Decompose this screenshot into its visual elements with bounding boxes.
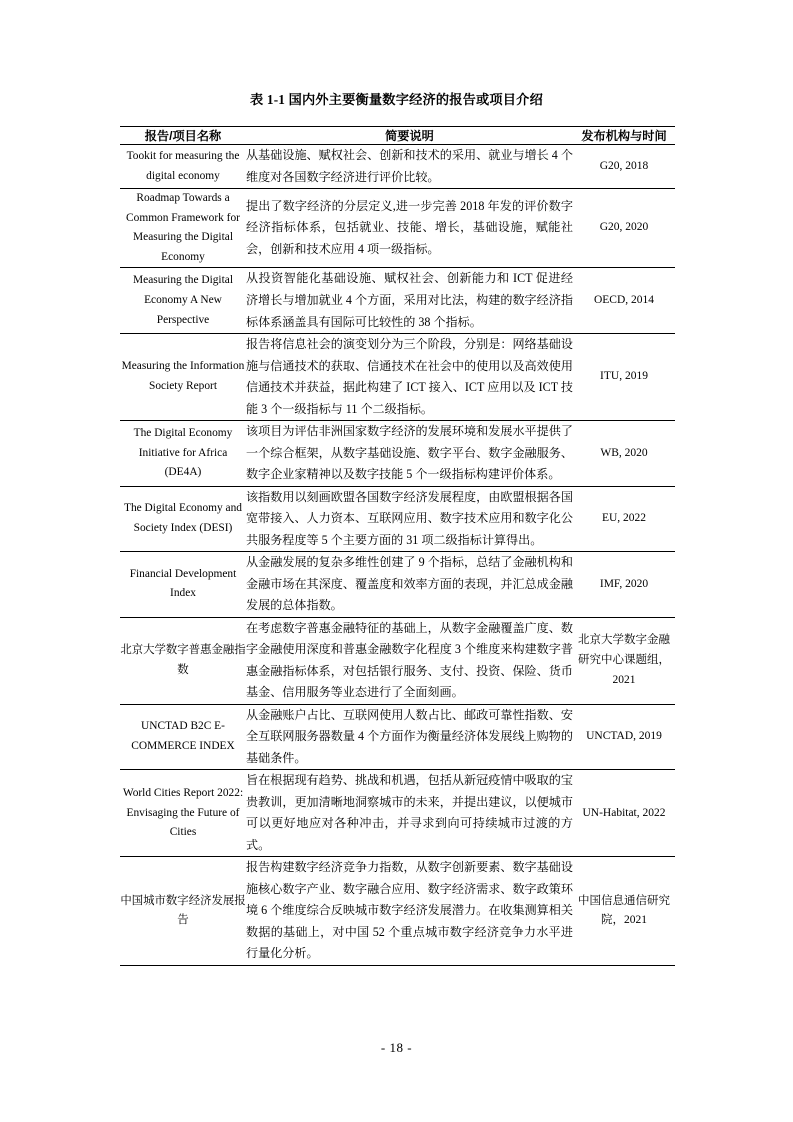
table-row — [120, 617, 675, 704]
cell-report-publisher: G20, 2020 — [573, 189, 675, 268]
table-row — [120, 552, 675, 618]
cell-report-publisher: WB, 2020 — [573, 421, 675, 487]
cell-report-publisher: OECD, 2014 — [573, 268, 675, 334]
table-row — [120, 486, 675, 552]
table-header — [120, 127, 675, 145]
table-row — [120, 770, 675, 857]
cell-report-publisher: EU, 2022 — [573, 486, 675, 552]
cell-report-description: 该指数用以刻画欧盟各国数字经济发展程度，由欧盟根据各国宽带接入、人力资本、互联网应用、数字技术应用和数字化公共服务程度等 5 个主要方面的 31 项二级指标计算得出。 — [246, 486, 573, 552]
table-row — [120, 189, 675, 268]
cell-report-description: 报告将信息社会的演变划分为三个阶段，分别是：网络基础设施与信通技术的获取、信通技术在社会中的使用以及高效使用信通技术并获益，据此构建了 ICT 接入、ICT 应用以及 ICT 技能 3 个一级指标与 11 个二级指标。 — [246, 334, 573, 421]
cell-report-description: 旨在根据现有趋势、挑战和机遇，包括从新冠疫情中吸取的宝贵教训，更加清晰地洞察城市的未来，并提出建议，以便城市可以更好地应对各种冲击，并寻求到向可持续城市过渡的方式。 — [246, 770, 573, 857]
cell-report-name: Tookit for measuring the digital economy — [120, 145, 246, 189]
cell-report-publisher: 北京大学数字金融研究中心课题组，2021 — [573, 617, 675, 704]
cell-report-name: Measuring the Digital Economy A New Perspective — [120, 268, 246, 334]
cell-report-name: Roadmap Towards a Common Framework for Measuring the Digital Economy — [120, 189, 246, 268]
cell-report-description: 在考虑数字普惠金融特征的基础上，从数字金融覆盖广度、数字金融使用深度和普惠金融数字化程度 3 个维度来构建数字普惠金融指标体系，对包括银行服务、支付、投资、保险、货币基金、信用服务等业态进行了全面刻画。 — [246, 617, 573, 704]
cell-report-publisher: UN-Habitat, 2022 — [573, 770, 675, 857]
cell-report-name: Financial Development Index — [120, 552, 246, 618]
report-table — [120, 126, 675, 966]
page-number: - 18 - — [380, 1040, 413, 1055]
cell-report-publisher: IMF, 2020 — [573, 552, 675, 618]
cell-report-name: World Cities Report 2022: Envisaging the Future of Cities — [120, 770, 246, 857]
table-header-row — [120, 127, 675, 145]
table-row — [120, 334, 675, 421]
table-body — [120, 145, 675, 966]
column-header-publisher: 发布机构与时间 — [573, 127, 675, 145]
cell-report-description: 该项目为评估非洲国家数字经济的发展环境和发展水平提供了一个综合框架，从数字基础设施、数字平台、数字金融服务、数字企业家精神以及数字技能 5 个一级指标构建评价体系。 — [246, 421, 573, 487]
cell-report-publisher: G20, 2018 — [573, 145, 675, 189]
cell-report-name: The Digital Economy and Society Index (DESI) — [120, 486, 246, 552]
column-header-description: 简要说明 — [246, 127, 573, 145]
cell-report-description: 从金融发展的复杂多维性创建了 9 个指标，总结了金融机构和金融市场在其深度、覆盖度和效率方面的表现，并汇总成金融发展的总体指数。 — [246, 552, 573, 618]
column-header-name: 报告/项目名称 — [120, 127, 246, 145]
cell-report-publisher: UNCTAD, 2019 — [573, 704, 675, 770]
report-table-container — [120, 126, 675, 966]
cell-report-name: Measuring the Information Society Report — [120, 334, 246, 421]
cell-report-name: 北京大学数字普惠金融指数 — [120, 617, 246, 704]
cell-report-description: 报告构建数字经济竞争力指数，从数字创新要素、数字基础设施核心数字产业、数字融合应用、数字经济需求、数字政策环境 6 个维度综合反映城市数字经济发展潜力。在收集测算相关数据的基础上，对中国 52 个重点城市数字经济竞争力水平进行量化分析。 — [246, 857, 573, 966]
cell-report-publisher: ITU, 2019 — [573, 334, 675, 421]
table-caption: 表 1-1 国内外主要衡量数字经济的报告或项目介绍 — [250, 92, 543, 107]
cell-report-name: 中国城市数字经济发展报告 — [120, 857, 246, 966]
cell-report-description: 从基础设施、赋权社会、创新和技术的采用、就业与增长 4 个维度对各国数字经济进行评价比较。 — [246, 145, 573, 189]
cell-report-publisher: 中国信息通信研究院，2021 — [573, 857, 675, 966]
table-row — [120, 145, 675, 189]
cell-report-description: 从金融账户占比、互联网使用人数占比、邮政可靠性指数、安全互联网服务器数量 4 个方面作为衡量经济体发展线上购物的基础条件。 — [246, 704, 573, 770]
cell-report-name: UNCTAD B2C E-COMMERCE INDEX — [120, 704, 246, 770]
table-row — [120, 268, 675, 334]
cell-report-name: The Digital Economy Initiative for Africa (DE4A) — [120, 421, 246, 487]
table-row — [120, 857, 675, 966]
table-row — [120, 704, 675, 770]
cell-report-description: 从投资智能化基础设施、赋权社会、创新能力和 ICT 促进经济增长与增加就业 4 个方面，采用对比法，构建的数字经济指标体系涵盖具有国际可比较性的 38 个指标。 — [246, 268, 573, 334]
cell-report-description: 提出了数字经济的分层定义,进一步完善 2018 年发的评价数字经济指标体系，包括就业、技能、增长，基础设施，赋能社会，创新和技术应用 4 项一级指标。 — [246, 189, 573, 268]
table-row — [120, 421, 675, 487]
